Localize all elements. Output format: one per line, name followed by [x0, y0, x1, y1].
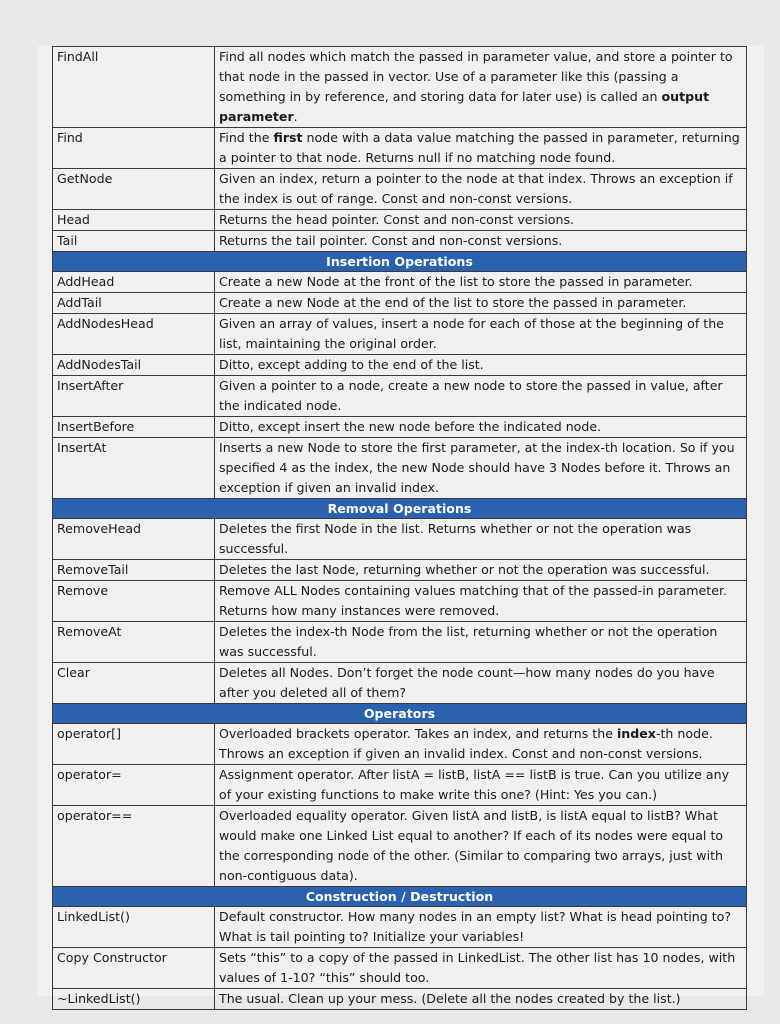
table-row: [53, 47, 747, 128]
table-row: [53, 560, 747, 581]
table-row: [53, 438, 747, 499]
function-name: ~LinkedList(): [53, 989, 215, 1010]
table-row: [53, 948, 747, 989]
function-description: Given an array of values, insert a node for each of those at the beginning of the list, maintaining the original order.: [215, 314, 747, 355]
function-name: GetNode: [53, 169, 215, 210]
function-name: InsertAfter: [53, 376, 215, 417]
function-name: operator==: [53, 806, 215, 887]
table-row: [53, 169, 747, 210]
function-name: Tail: [53, 231, 215, 252]
section-title: Operators: [53, 704, 747, 724]
function-name: Find: [53, 128, 215, 169]
function-name: Clear: [53, 663, 215, 704]
table-row: [53, 376, 747, 417]
function-name: operator[]: [53, 724, 215, 765]
section-title: Construction / Destruction: [53, 887, 747, 907]
table-row: [53, 724, 747, 765]
function-description: Deletes the index-th Node from the list, returning whether or not the operation was successful.: [215, 622, 747, 663]
function-name: RemoveAt: [53, 622, 215, 663]
function-description: Given an index, return a pointer to the node at that index. Throws an exception if the index is out of range. Const and non-const versions.: [215, 169, 747, 210]
table-row: [53, 231, 747, 252]
table-row: [53, 989, 747, 1010]
table-row: [53, 314, 747, 355]
function-name: LinkedList(): [53, 907, 215, 948]
function-description: Given a pointer to a node, create a new node to store the passed in value, after the indicated node.: [215, 376, 747, 417]
function-description: Sets “this” to a copy of the passed in LinkedList. The other list has 10 nodes, with values of 1-10? “this” should too.: [215, 948, 747, 989]
function-description: Inserts a new Node to store the first parameter, at the index-th location. So if you specified 4 as the index, the new Node should have 3 Nodes before it. Throws an exception if given an invalid index.: [215, 438, 747, 499]
function-description: Find the first node with a data value matching the passed in parameter, returning a pointer to that node. Returns null if no matching node found.: [215, 128, 747, 169]
table-row: [53, 210, 747, 231]
table-row: [53, 519, 747, 560]
function-name: InsertAt: [53, 438, 215, 499]
function-description: Default constructor. How many nodes in an empty list? What is head pointing to? What is tail pointing to? Initialize your variables!: [215, 907, 747, 948]
function-name: AddNodesHead: [53, 314, 215, 355]
section-title: Insertion Operations: [53, 252, 747, 272]
function-description: Returns the tail pointer. Const and non-const versions.: [215, 231, 747, 252]
function-description: Assignment operator. After listA = listB, listA == listB is true. Can you utilize any of your existing functions to make write this one? (Hint: Yes you can.): [215, 765, 747, 806]
table-row: [53, 355, 747, 376]
function-description: Create a new Node at the end of the list to store the passed in parameter.: [215, 293, 747, 314]
section-header-removal: [53, 499, 747, 519]
table-row: [53, 128, 747, 169]
function-description: Returns the head pointer. Const and non-const versions.: [215, 210, 747, 231]
function-name: FindAll: [53, 47, 215, 128]
function-name: AddHead: [53, 272, 215, 293]
function-name: operator=: [53, 765, 215, 806]
table-row: [53, 663, 747, 704]
linked-list-api-table: [52, 46, 747, 1010]
function-name: Remove: [53, 581, 215, 622]
function-name: Head: [53, 210, 215, 231]
table-row: [53, 417, 747, 438]
function-description: Create a new Node at the front of the list to store the passed in parameter.: [215, 272, 747, 293]
function-description: Ditto, except adding to the end of the list.: [215, 355, 747, 376]
section-title: Removal Operations: [53, 499, 747, 519]
function-description: Deletes all Nodes. Don’t forget the node count—how many nodes do you have after you deleted all of them?: [215, 663, 747, 704]
table-row: [53, 581, 747, 622]
function-description: Remove ALL Nodes containing values matching that of the passed-in parameter. Returns how many instances were removed.: [215, 581, 747, 622]
function-name: RemoveTail: [53, 560, 215, 581]
table-row: [53, 622, 747, 663]
document-page: [38, 46, 764, 1006]
function-description: Find all nodes which match the passed in parameter value, and store a pointer to that node in the passed in vector. Use of a parameter like this (passing a something in by reference, and storing data for later use) is called an output parameter.: [215, 47, 747, 128]
section-header-construction: [53, 887, 747, 907]
function-name: Copy Constructor: [53, 948, 215, 989]
section-header-insertion: [53, 252, 747, 272]
section-header-operators: [53, 704, 747, 724]
table-row: [53, 765, 747, 806]
function-name: AddNodesTail: [53, 355, 215, 376]
function-description: Deletes the first Node in the list. Returns whether or not the operation was successful.: [215, 519, 747, 560]
function-description: Ditto, except insert the new node before the indicated node.: [215, 417, 747, 438]
function-description: Deletes the last Node, returning whether or not the operation was successful.: [215, 560, 747, 581]
function-name: InsertBefore: [53, 417, 215, 438]
table-row: [53, 293, 747, 314]
table-row: [53, 806, 747, 887]
function-description: Overloaded brackets operator. Takes an index, and returns the index-th node. Throws an exception if given an invalid index. Const and non-const versions.: [215, 724, 747, 765]
table-row: [53, 907, 747, 948]
table-row: [53, 272, 747, 293]
function-name: RemoveHead: [53, 519, 215, 560]
function-description: The usual. Clean up your mess. (Delete all the nodes created by the list.): [215, 989, 747, 1010]
function-name: AddTail: [53, 293, 215, 314]
function-description: Overloaded equality operator. Given listA and listB, is listA equal to listB? What would make one Linked List equal to another? If each of its nodes were equal to the corresponding node of the other. (Similar to comparing two arrays, just with non-contiguous data).: [215, 806, 747, 887]
